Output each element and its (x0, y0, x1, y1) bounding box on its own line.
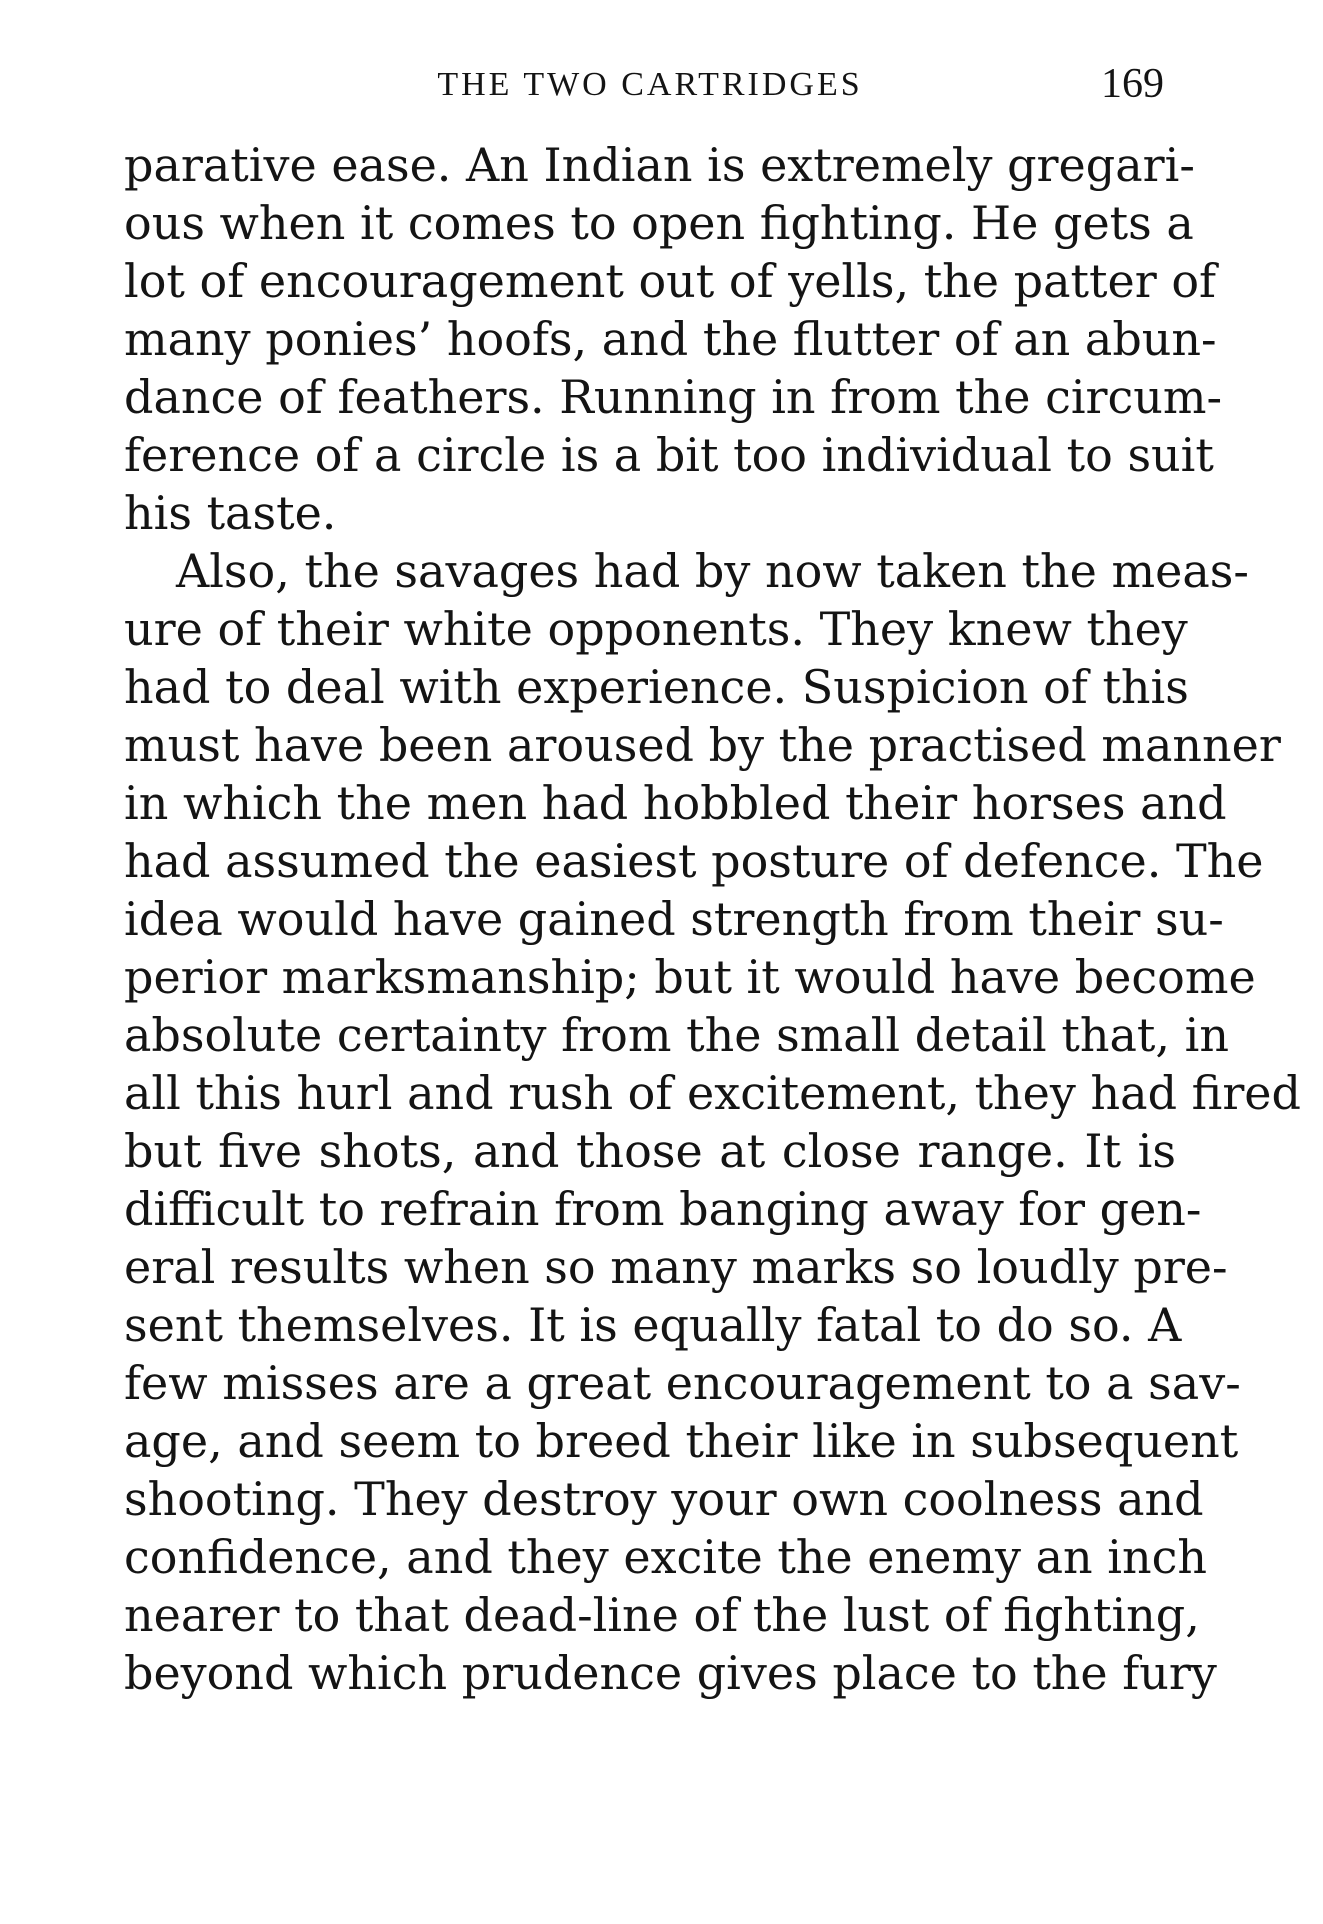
text-line: age, and seem to breed their like in subsequent (124, 1414, 1239, 1468)
text-line: must have been aroused by the practised manner (124, 718, 1281, 772)
text-line: dance of feathers. Running in from the circum- (124, 370, 1223, 424)
text-line: confidence, and they excite the enemy an inch (124, 1530, 1207, 1584)
text-line: lot of encouragement out of yells, the patter of (124, 254, 1217, 308)
text-line: eral results when so many marks so loudly pre- (124, 1240, 1228, 1294)
body-text (124, 136, 1301, 1702)
text-line: many ponies’ hoofs, and the flutter of an abun- (124, 312, 1217, 366)
text-line: all this hurl and rush of excitement, they had fired (124, 1066, 1301, 1120)
text-line: had to deal with experience. Suspicion of this (124, 660, 1189, 714)
text-line: ure of their white opponents. They knew they (124, 602, 1188, 656)
text-line: ference of a circle is a bit too individual to suit (124, 428, 1214, 482)
text-line: difficult to refrain from banging away for gen- (124, 1182, 1202, 1236)
text-line: perior marksmanship; but it would have become (124, 950, 1256, 1004)
text-line: his taste. (124, 486, 337, 540)
text-line: absolute certainty from the small detail that, in (124, 1008, 1229, 1062)
text-line: few misses are a great encouragement to a sav- (124, 1356, 1241, 1410)
text-line: Also, the savages had by now taken the meas- (176, 544, 1249, 598)
page-number: 169 (1101, 61, 1164, 107)
paragraph (124, 542, 1301, 1702)
text-line: ous when it comes to open fighting. He gets a (124, 196, 1194, 250)
text-line: nearer to that dead-line of the lust of fighting, (124, 1588, 1200, 1642)
text-line: but five shots, and those at close range. It is (124, 1124, 1176, 1178)
text-line: sent themselves. It is equally fatal to do so. A (124, 1298, 1182, 1352)
text-line: idea would have gained strength from their su- (124, 892, 1224, 946)
running-title: THE TWO CARTRIDGES (437, 66, 863, 103)
text-line: beyond which prudence gives place to the fury (124, 1646, 1217, 1700)
text-line: shooting. They destroy your own coolness and (124, 1472, 1204, 1526)
text-line: had assumed the easiest posture of defence. The (124, 834, 1264, 888)
text-line: parative ease. An Indian is extremely gregari- (124, 138, 1195, 192)
paragraph (124, 136, 1223, 542)
text-line: in which the men had hobbled their horses and (124, 776, 1227, 830)
running-head (124, 60, 1176, 110)
